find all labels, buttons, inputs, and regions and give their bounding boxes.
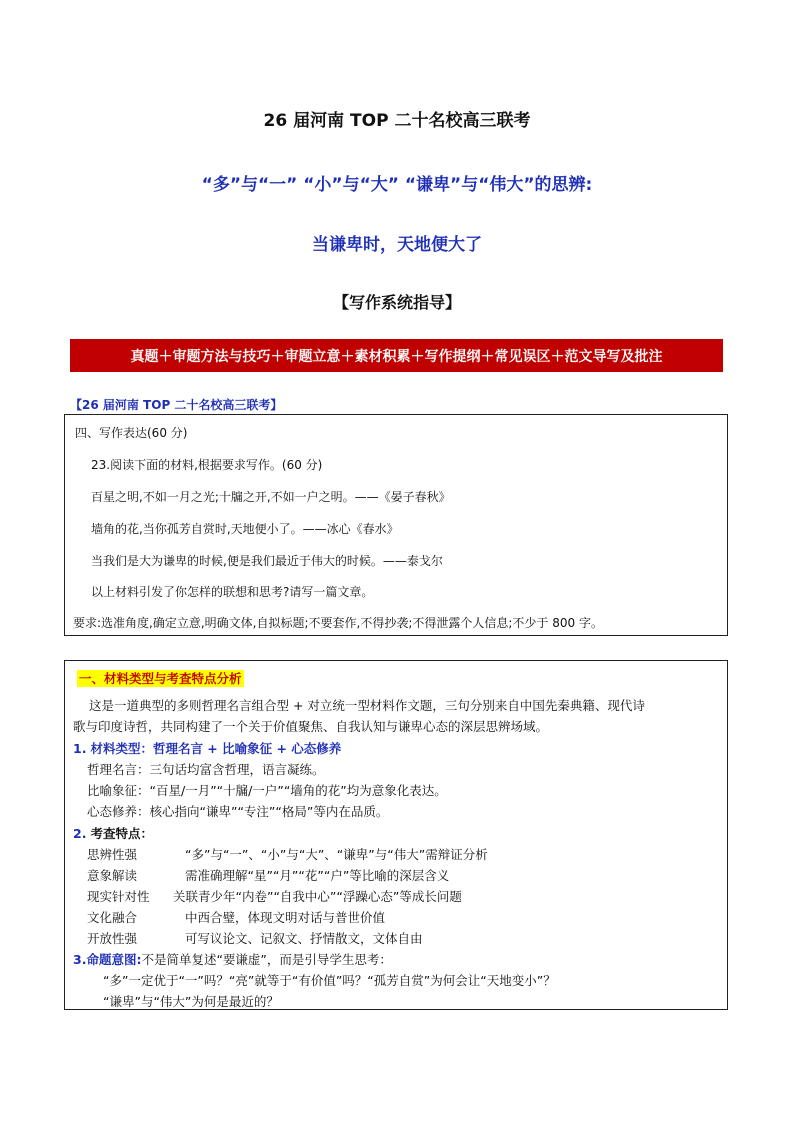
feature-row xyxy=(87,929,423,947)
guide-title: 【写作系统指导】 xyxy=(332,293,461,312)
material-type-title: 材料类型：哲理名言 + 比喻象征 + 心态修养 xyxy=(90,741,342,756)
material-type-item: 哲理名言：三句话均富含哲理，语言凝练。 xyxy=(87,762,325,777)
exam-quote-1: 百星之明,不如一月之光;十牖之开,不如一户之明。——《晏子春秋》 xyxy=(91,490,451,504)
feature-desc: 需准确理解“星”“月”“花”“户”等比喻的深层含义 xyxy=(185,868,450,883)
analysis-intro-line-2: 歌与印度诗哲，共同构建了一个关于价值聚焦、自我认知与谦卑心态的深层思辨场域。 xyxy=(73,719,549,734)
feature-name: 现实针对性 xyxy=(87,889,150,904)
exam-section-title: 四、写作表达(60 分) xyxy=(75,426,188,440)
intent-question-2: “谦卑”与“伟大”为何是最近的？ xyxy=(103,994,279,1009)
intent-line xyxy=(73,950,392,968)
intent-question-1: “多”一定优于“一”吗？“亮”就等于“有价值”吗？“孤芳自赏”为何会让“天地变小”？ xyxy=(103,973,556,988)
feature-name: 意象解读 xyxy=(87,868,138,883)
analysis-box xyxy=(64,660,728,1010)
features-heading xyxy=(73,824,153,842)
intent-heading: 3.命题意图: xyxy=(73,952,142,967)
features-number: 2. xyxy=(73,826,87,841)
feature-name: 文化融合 xyxy=(87,910,138,925)
analysis-intro-line-1: 这是一道典型的多则哲理名言组合型 + 对立统一型材料作文题，三句分别来自中国先秦典籍、现代诗 xyxy=(89,698,645,713)
material-type-item: 心态修养：核心指向“谦卑”“专注”“格局”等内在品质。 xyxy=(87,804,389,819)
material-type-item: 比喻象征：“百星/一月”“十牖/一户”“墙角的花”均为意象化表达。 xyxy=(87,783,447,798)
feature-desc: 中西合璧，体现文明对话与普世价值 xyxy=(185,910,386,925)
feature-row xyxy=(87,908,385,926)
exam-prompt: 以上材料引发了你怎样的联想和思考?请写一篇文章。 xyxy=(91,585,374,599)
document-subtitle-theme: “多”与“一” “小”与“大” “谦卑”与“伟大”的思辨: xyxy=(201,175,593,195)
exam-question-line: 23.阅读下面的材料,根据要求写作。(60 分) xyxy=(91,458,323,472)
contents-banner: 真题＋审题方法与技巧＋审题立意＋素材积累＋写作提纲＋常见误区＋范文导写及批注 xyxy=(70,339,723,372)
intent-text: 不是简单复述“要谦虚”，而是引导学生思考： xyxy=(141,952,392,967)
document-subtitle-topic: 当谦卑时，天地便大了 xyxy=(312,235,482,255)
features-title: 考查特点： xyxy=(90,826,153,841)
feature-desc: 关联青少年“内卷”“自我中心”“浮躁心态”等成长问题 xyxy=(173,889,462,904)
exam-requirement: 要求:选准角度,确定立意,明确文体,自拟标题;不要套作,不得抄袭;不得泄露个人信息;不少于 800 字。 xyxy=(73,616,603,630)
material-type-number: 1. xyxy=(73,741,87,756)
feature-row xyxy=(87,866,449,884)
exam-question-box xyxy=(64,414,728,636)
feature-desc: 可写议论文、记叙文、抒情散文，文体自由 xyxy=(185,931,423,946)
exam-quote-3: 当我们是大为谦卑的时候,便是我们最近于伟大的时候。——泰戈尔 xyxy=(91,554,443,568)
material-type-heading xyxy=(73,739,341,757)
analysis-heading: 一、材料类型与考查特点分析 xyxy=(79,671,242,686)
feature-name: 思辨性强 xyxy=(87,847,138,862)
exam-quote-2: 墙角的花,当你孤芳自赏时,天地便小了。——冰心《春水》 xyxy=(91,522,399,536)
feature-desc: “多”与“一”、“小”与“大”、“谦卑”与“伟大”需辩证分析 xyxy=(185,847,488,862)
feature-row xyxy=(87,887,462,905)
feature-name: 开放性强 xyxy=(87,931,138,946)
source-label: 【26 届河南 TOP 二十名校高三联考】 xyxy=(70,398,283,412)
document-title: 26 届河南 TOP 二十名校高三联考 xyxy=(263,111,531,131)
feature-row xyxy=(87,845,488,863)
